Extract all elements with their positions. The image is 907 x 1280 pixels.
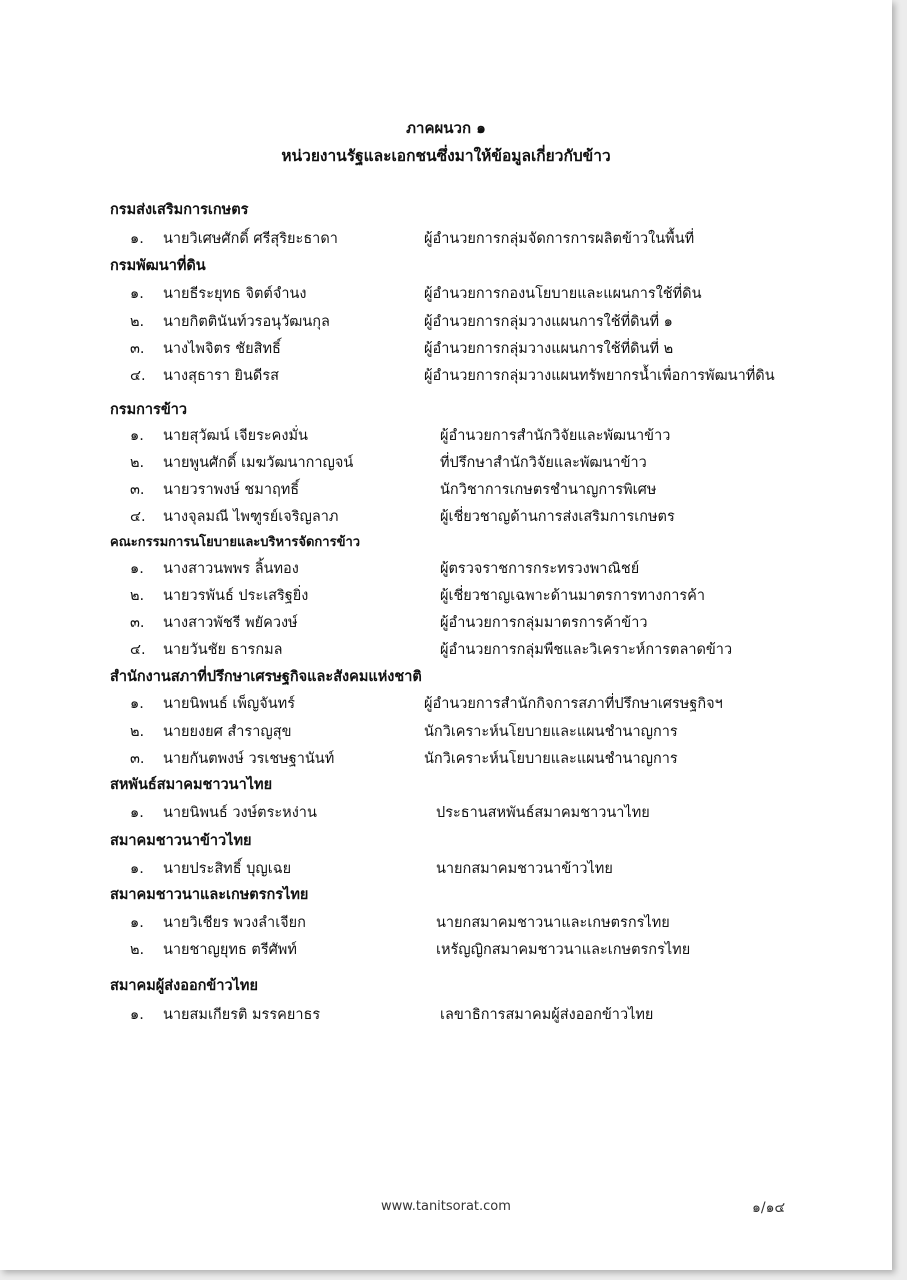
member-row <box>0 747 892 773</box>
member-row <box>0 611 892 637</box>
member-number: ๒. <box>130 724 145 740</box>
member-position: ประธานสหพันธ์สมาคมชาวนาไทย <box>436 805 650 821</box>
member-row <box>0 638 892 664</box>
member-number: ๑. <box>130 231 144 247</box>
member-number: ๑. <box>130 861 144 877</box>
member-position: ที่ปรึกษาสำนักวิจัยและพัฒนาข้าว <box>440 455 647 471</box>
member-position: ผู้เชี่ยวชาญด้านการส่งเสริมการเกษตร <box>440 509 675 525</box>
member-position: ผู้อำนวยการกลุ่มวางแผนการใช้ที่ดินที่ ๒ <box>424 341 674 357</box>
appendix-subtitle: หน่วยงานรัฐและเอกชนซึ่งมาให้ข้อมูลเกี่ยวกับข้าว <box>281 147 611 165</box>
member-name: นายธีระยุทธ จิตต์จำนง <box>163 286 307 302</box>
member-name: นายพูนศักดิ์ เมฆวัฒนากาญจน์ <box>163 455 354 471</box>
member-position: ผู้อำนวยการกลุ่มมาตรการค้าข้าว <box>440 615 648 631</box>
member-number: ๒. <box>130 314 145 330</box>
member-name: นายประสิทธิ์ บุญเฉย <box>163 861 292 877</box>
member-position: ผู้อำนวยการสำนักวิจัยและพัฒนาข้าว <box>440 428 671 444</box>
member-row <box>0 451 892 477</box>
member-number: ๑. <box>130 286 144 302</box>
member-row <box>0 801 892 827</box>
member-position: ผู้เชี่ยวชาญเฉพาะด้านมาตรการทางการค้า <box>440 588 706 604</box>
member-number: ๓. <box>130 341 145 357</box>
member-position: นายกสมาคมชาวนาข้าวไทย <box>436 861 613 877</box>
member-position: นักวิเคราะห์นโยบายและแผนชำนาญการ <box>424 751 678 767</box>
section-heading: กรมส่งเสริมการเกษตร <box>110 202 249 218</box>
member-row <box>0 720 892 746</box>
member-position: ผู้ตรวจราชการกระทรวงพาณิชย์ <box>440 561 640 577</box>
member-number: ๑. <box>130 805 144 821</box>
member-name: นายวันชัย ธารกมล <box>163 642 283 658</box>
member-name: นายสุวัฒน์ เจียระคงมั่น <box>163 428 308 444</box>
member-position: ผู้อำนวยการสำนักกิจการสภาที่ปรึกษาเศรษฐกิจฯ <box>424 696 723 712</box>
member-position: นายกสมาคมชาวนาและเกษตรกรไทย <box>436 915 670 931</box>
member-name: นางสาวนพพร ลิ้นทอง <box>163 561 299 577</box>
member-row <box>0 282 892 308</box>
member-row <box>0 584 892 610</box>
member-row <box>0 227 892 253</box>
member-position: นักวิชาการเกษตรชำนาญการพิเศษ <box>440 482 657 498</box>
member-number: ๔. <box>130 368 146 384</box>
member-row <box>0 505 892 531</box>
member-row <box>0 692 892 718</box>
section-heading: คณะกรรมการนโยบายและบริหารจัดการข้าว <box>110 535 361 550</box>
section-heading: สำนักงานสภาที่ปรึกษาเศรษฐกิจและสังคมแห่งชาติ <box>110 669 422 685</box>
member-name: นางไพจิตร ชัยสิทธิ์ <box>163 341 281 357</box>
member-number: ๑. <box>130 915 144 931</box>
member-row <box>0 310 892 336</box>
member-position: ผู้อำนวยการกลุ่มพืชและวิเคราะห์การตลาดข้าว <box>440 642 733 658</box>
member-number: ๒. <box>130 588 145 604</box>
member-position: ผู้อำนวยการกลุ่มวางแผนการใช้ที่ดินที่ ๑ <box>424 314 673 330</box>
member-number: ๑. <box>130 1007 144 1023</box>
member-name: นายกิตตินันท์วรอนุวัฒนกุล <box>163 314 330 330</box>
member-name: นายนิพนธ์ วงษ์ตระหง่าน <box>163 805 317 821</box>
member-row <box>0 857 892 883</box>
member-name: นายยงยศ สำราญสุข <box>163 724 292 740</box>
section-heading: สหพันธ์สมาคมชาวนาไทย <box>110 777 273 793</box>
member-number: ๑. <box>130 428 144 444</box>
member-number: ๒. <box>130 455 145 471</box>
member-name: นางสาวพัชรี พยัควงษ์ <box>163 615 298 631</box>
member-name: นายวราพงษ์ ชมาฤทธิ์ <box>163 482 300 498</box>
member-row <box>0 938 892 964</box>
member-position: ผู้อำนวยการกลุ่มจัดการการผลิตข้าวในพื้นที่ <box>424 231 695 247</box>
member-name: นายวิเศษศักดิ์ ศรีสุริยะธาดา <box>163 231 338 247</box>
member-number: ๒. <box>130 942 145 958</box>
member-position: เลขาธิการสมาคมผู้ส่งออกข้าวไทย <box>440 1007 654 1023</box>
appendix-title: ภาคผนวก ๑ <box>406 119 486 137</box>
member-number: ๔. <box>130 509 146 525</box>
member-number: ๔. <box>130 642 146 658</box>
member-row <box>0 478 892 504</box>
member-name: นางสุธารา ยินดีรส <box>163 368 279 384</box>
member-row <box>0 557 892 583</box>
member-number: ๓. <box>130 615 145 631</box>
member-name: นายนิพนธ์ เพ็ญจันทร์ <box>163 696 296 712</box>
member-number: ๑. <box>130 561 144 577</box>
member-position: นักวิเคราะห์นโยบายและแผนชำนาญการ <box>424 724 678 740</box>
member-number: ๑. <box>130 696 144 712</box>
member-row <box>0 337 892 363</box>
section-heading: กรมการข้าว <box>110 402 188 418</box>
member-name: นายวิเชียร พวงลำเจียก <box>163 915 306 931</box>
member-name: นางจุลมณี ไพฑูรย์เจริญลาภ <box>163 509 339 525</box>
member-row <box>0 424 892 450</box>
member-name: นายวรพันธ์ ประเสริฐยิ่ง <box>163 588 309 604</box>
member-name: นายชาญยุทธ ตรีศัพท์ <box>163 942 297 958</box>
footer-page-number: ๑/๑๔ <box>752 1200 786 1216</box>
member-row <box>0 911 892 937</box>
footer-url: www.tanitsorat.com <box>381 1199 511 1214</box>
member-position: ผู้อำนวยการกลุ่มวางแผนทรัพยากรน้ำเพื่อการพัฒนาที่ดิน <box>424 368 775 384</box>
section-heading: สมาคมชาวนาข้าวไทย <box>110 833 252 849</box>
section-heading: สมาคมชาวนาและเกษตรกรไทย <box>110 887 309 903</box>
section-heading: สมาคมผู้ส่งออกข้าวไทย <box>110 978 258 994</box>
member-position: เหรัญญิกสมาคมชาวนาและเกษตรกรไทย <box>436 942 691 958</box>
member-row <box>0 1003 892 1029</box>
member-number: ๓. <box>130 751 145 767</box>
member-position: ผู้อำนวยการกองนโยบายและแผนการใช้ที่ดิน <box>424 286 702 302</box>
member-name: นายสมเกียรติ มรรคยาธร <box>163 1007 321 1023</box>
section-heading: กรมพัฒนาที่ดิน <box>110 258 206 274</box>
member-number: ๓. <box>130 482 145 498</box>
member-row <box>0 364 892 390</box>
member-name: นายกันตพงษ์ วรเชษฐานันท์ <box>163 751 335 767</box>
